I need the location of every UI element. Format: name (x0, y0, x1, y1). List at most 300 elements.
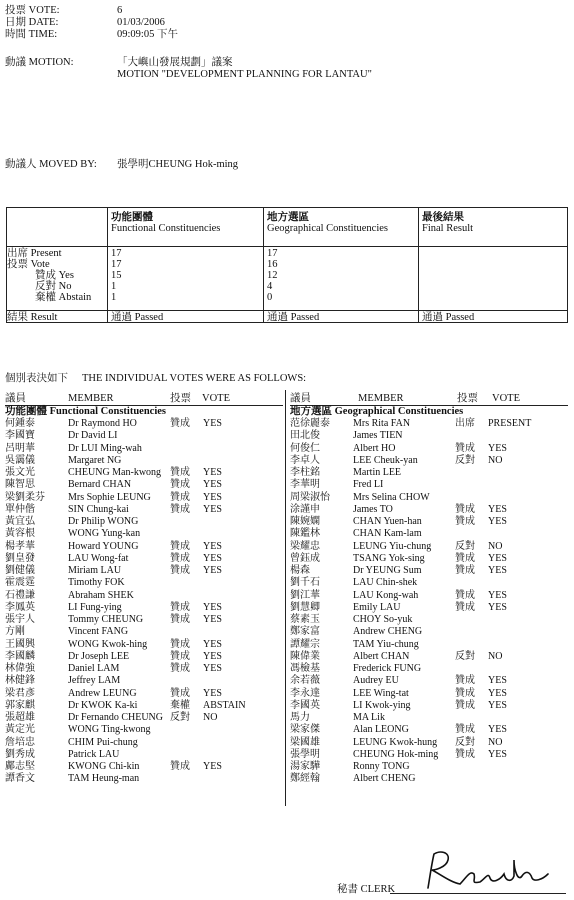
member-name-en: Andrew CHENG (353, 626, 423, 638)
member-name-zh: 譚耀宗 (290, 638, 320, 650)
gc-vote: 16 (267, 259, 278, 270)
vote-zh: 贊成 (170, 540, 190, 552)
gc-yes: 12 (267, 270, 278, 281)
member-name-zh: 曾鈺成 (290, 552, 320, 564)
vote-zh: 贊成 (170, 479, 190, 491)
vote-zh: 反對 (455, 454, 475, 466)
member-name-zh: 劉江華 (290, 589, 320, 601)
member-name-en: Abraham SHEK (68, 589, 134, 601)
member-row (290, 443, 570, 455)
member-name-en: Albert CHAN (353, 650, 410, 662)
member-name-zh: 馬力 (290, 712, 310, 723)
member-name-zh: 梁君彥 (5, 687, 35, 699)
gc-present: 17 (267, 248, 278, 259)
member-row (290, 430, 570, 442)
member-name-zh: 黃定光 (5, 724, 35, 736)
fc-col-vote-en: VOTE (202, 393, 230, 404)
member-name-zh: 黃容根 (5, 528, 35, 540)
vote-zh: 贊成 (170, 614, 190, 625)
vote-zh: 贊成 (455, 552, 475, 564)
member-name-zh: 李卓人 (290, 454, 320, 466)
member-name-en: Patrick LAU (68, 748, 120, 760)
vote-zh: 贊成 (455, 442, 475, 454)
vote-number: 6 (117, 5, 123, 16)
row-label-result: 結果 Result (7, 312, 58, 323)
individual-intro-en: THE INDIVIDUAL VOTES WERE AS FOLLOWS: (82, 373, 307, 384)
vote-zh: 贊成 (455, 699, 475, 711)
vote-zh: 贊成 (170, 467, 190, 478)
member-row (290, 577, 570, 589)
member-name-en: Fred LI (353, 479, 384, 491)
member-name-zh: 林健鋒 (5, 675, 35, 687)
member-name-zh: 楊森 (290, 565, 310, 576)
vote-en: YES (203, 540, 222, 552)
gc-result: 通過 Passed (267, 312, 320, 323)
member-name-en: Tommy CHEUNG (68, 614, 144, 625)
member-name-zh: 譚香文 (5, 773, 35, 785)
fc-col-member-en: MEMBER (68, 393, 114, 404)
summary-table (6, 207, 568, 323)
member-name-zh: 李永達 (290, 687, 320, 699)
vote-en: YES (203, 638, 222, 650)
member-row (5, 430, 285, 442)
member-name-zh: 李國麟 (5, 650, 35, 662)
member-name-en: Dr Fernando CHEUNG (68, 712, 163, 723)
member-name-zh: 方剛 (5, 626, 25, 638)
time-value: 09:09:05 下午 (117, 29, 178, 40)
gc-col-vote-en: VOTE (492, 393, 520, 404)
member-name-en: LAU Chin-shek (353, 577, 418, 589)
member-name-zh: 梁劉柔芬 (5, 491, 45, 503)
vote-en: ABSTAIN (203, 699, 246, 711)
vote-en: NO (488, 540, 503, 552)
member-row (5, 688, 285, 700)
member-name-zh: 單仲偕 (5, 503, 35, 515)
member-row (5, 479, 285, 491)
member-row (5, 528, 285, 540)
member-row (5, 749, 285, 761)
member-name-en: CHAN Yuen-han (353, 516, 422, 527)
clerk-signature-icon (410, 848, 560, 894)
motion-label: 動議 MOTION: (5, 57, 74, 68)
member-row (290, 737, 570, 749)
member-row (290, 749, 570, 761)
fc-present: 17 (111, 248, 122, 259)
member-name-en: Emily LAU (353, 601, 401, 613)
member-name-en: Mrs Rita FAN (353, 418, 411, 429)
fc-heading-zh: 功能團體 (111, 212, 153, 223)
vote-en: YES (203, 479, 222, 491)
member-name-zh: 劉秀成 (5, 748, 35, 760)
vote-zh: 贊成 (170, 761, 190, 772)
member-name-en: LI Kwok-ying (353, 699, 411, 711)
member-name-zh: 李國英 (290, 699, 320, 711)
member-name-en: James TIEN (353, 430, 403, 442)
member-name-en: WONG Kwok-hing (68, 638, 148, 650)
vote-zh: 反對 (170, 712, 190, 723)
member-name-en: Dr KWOK Ka-ki (68, 699, 138, 711)
member-name-en: LAU Wong-fat (68, 552, 129, 564)
vote-en: YES (203, 601, 222, 613)
vote-en: YES (203, 614, 222, 625)
vote-zh: 贊成 (170, 503, 190, 515)
gc-col-member-zh: 議員 (290, 393, 311, 404)
member-name-en: Bernard CHAN (68, 479, 132, 491)
member-row (290, 614, 570, 626)
member-row (290, 455, 570, 467)
individual-intro-zh: 個別表決如下 (5, 373, 68, 384)
member-row (5, 626, 285, 638)
member-name-zh: 鄭家富 (290, 626, 320, 638)
member-row (290, 467, 570, 479)
member-name-en: Andrew LEUNG (68, 687, 137, 699)
member-name-zh: 張超雄 (5, 712, 35, 723)
member-name-en: TAM Yiu-chung (353, 638, 419, 650)
row-label-yes: 贊成 Yes (35, 270, 74, 281)
vote-en: YES (488, 675, 507, 687)
member-name-zh: 陳智思 (5, 479, 35, 491)
vote-en: YES (488, 589, 507, 601)
member-row (5, 541, 285, 553)
member-name-zh: 梁耀忠 (290, 540, 320, 552)
vote-en: YES (488, 687, 507, 699)
member-name-zh: 霍震霆 (5, 577, 35, 589)
member-name-en: LEE Cheuk-yan (353, 454, 418, 466)
vote-en: YES (488, 565, 507, 576)
member-row (290, 590, 570, 602)
member-name-en: Howard YOUNG (68, 540, 139, 552)
member-name-en: Ronny TONG (353, 761, 410, 772)
member-row (290, 724, 570, 736)
member-row (5, 724, 285, 736)
vote-en: YES (488, 699, 507, 711)
member-row (5, 443, 285, 455)
summary-col-divider (107, 208, 108, 322)
row-label-vote: 投票 Vote (7, 259, 50, 270)
fc-result: 通過 Passed (111, 312, 164, 323)
motion-title-en: MOTION "DEVELOPMENT PLANNING FOR LANTAU" (117, 69, 372, 80)
row-label-abstain: 棄權 Abstain (35, 292, 92, 303)
member-row (290, 761, 570, 773)
member-row (5, 492, 285, 504)
date-value: 01/03/2006 (117, 17, 165, 28)
vote-en: YES (203, 491, 222, 503)
gc-heading-en: Geographical Constituencies (267, 223, 389, 234)
member-name-zh: 范徐麗泰 (290, 418, 330, 429)
vote-en: YES (203, 418, 222, 429)
vote-en: YES (488, 503, 507, 515)
vote-zh: 贊成 (170, 418, 190, 429)
member-name-zh: 王國興 (5, 638, 35, 650)
vote-zh: 贊成 (455, 589, 475, 601)
member-name-en: Albert CHENG (353, 773, 416, 785)
member-row (290, 565, 570, 577)
vote-en: YES (203, 761, 222, 772)
final-result: 通過 Passed (422, 312, 475, 323)
member-name-zh: 陳鑑林 (290, 528, 320, 540)
member-row (5, 700, 285, 712)
summary-col-divider (263, 208, 264, 322)
member-name-en: LEUNG Kwok-hung (353, 736, 438, 748)
member-name-en: WONG Ting-kwong (68, 724, 151, 736)
member-name-en: MA Lik (353, 712, 385, 723)
member-row (5, 467, 285, 479)
vote-label: 投票 VOTE: (5, 5, 60, 16)
member-name-zh: 湯家驊 (290, 761, 320, 772)
member-name-en: Martin LEE (353, 467, 402, 478)
member-name-zh: 張學明 (290, 748, 320, 760)
member-name-zh: 楊孝華 (5, 540, 35, 552)
member-name-en: Margaret NG (68, 454, 122, 466)
member-name-zh: 蔡素玉 (290, 614, 320, 625)
summary-col-divider (418, 208, 419, 322)
member-row (5, 602, 285, 614)
member-row (5, 455, 285, 467)
member-name-zh: 石禮謙 (5, 589, 35, 601)
member-name-zh: 劉皇發 (5, 552, 35, 564)
member-name-en: LEUNG Yiu-chung (353, 540, 432, 552)
vote-zh: 贊成 (170, 491, 190, 503)
member-name-zh: 周梁淑怡 (290, 491, 330, 503)
member-name-zh: 鄭經翰 (290, 773, 320, 785)
member-name-en: Albert HO (353, 442, 396, 454)
vote-zh: 贊成 (455, 516, 475, 527)
vote-en: YES (203, 687, 222, 699)
member-name-zh: 劉慧卿 (290, 601, 320, 613)
member-name-en: James TO (353, 503, 393, 515)
final-heading-zh: 最後結果 (422, 212, 464, 223)
summary-result-rule (7, 310, 567, 311)
mover-label: 動議人 MOVED BY: (5, 159, 97, 170)
member-name-en: Dr David LI (68, 430, 118, 442)
member-name-zh: 黃宜弘 (5, 516, 35, 527)
member-name-zh: 何俊仁 (290, 442, 320, 454)
member-row (5, 590, 285, 602)
member-name-en: TSANG Yok-sing (353, 552, 425, 564)
vote-en: YES (203, 503, 222, 515)
gc-col-member-en: MEMBER (358, 393, 404, 404)
member-row (290, 541, 570, 553)
fc-no: 1 (111, 281, 117, 292)
member-row (290, 492, 570, 504)
column-divider (285, 390, 286, 806)
member-name-zh: 陳婉嫻 (290, 516, 320, 527)
vote-en: NO (488, 736, 503, 748)
vote-zh: 反對 (455, 540, 475, 552)
vote-en: NO (488, 650, 503, 662)
vote-zh: 出席 (455, 418, 475, 429)
member-name-zh: 李柱銘 (290, 467, 320, 478)
vote-zh: 反對 (455, 650, 475, 662)
fc-col-member-zh: 議員 (5, 393, 26, 404)
member-row (290, 651, 570, 663)
member-row (5, 418, 285, 430)
vote-en: YES (203, 467, 222, 478)
clerk-label: 秘書 CLERK (337, 884, 396, 895)
member-row (290, 663, 570, 675)
member-name-en: SIN Chung-kai (68, 503, 129, 515)
fc-section-title: 功能團體 Functional Constituencies (5, 406, 167, 417)
member-row (290, 602, 570, 614)
member-name-en: KWONG Chi-kin (68, 761, 140, 772)
member-row (290, 700, 570, 712)
summary-header-rule (7, 246, 567, 247)
vote-zh: 贊成 (455, 687, 475, 699)
member-name-en: TAM Heung-man (68, 773, 140, 785)
fc-vote: 17 (111, 259, 122, 270)
member-row (290, 626, 570, 638)
member-name-zh: 梁國雄 (290, 736, 320, 748)
member-name-en: CHOY So-yuk (353, 614, 413, 625)
member-name-en: CHEUNG Man-kwong (68, 467, 162, 478)
vote-zh: 贊成 (170, 663, 190, 674)
member-name-en: Dr YEUNG Sum (353, 565, 422, 576)
member-name-zh: 涂謹申 (290, 503, 320, 515)
vote-zh: 贊成 (455, 565, 475, 576)
row-label-no: 反對 No (35, 281, 72, 292)
member-row (290, 712, 570, 724)
member-row (5, 565, 285, 577)
member-name-en: LAU Kong-wah (353, 589, 419, 601)
vote-zh: 贊成 (170, 601, 190, 613)
vote-en: YES (488, 748, 507, 760)
member-name-en: Jeffrey LAM (68, 675, 121, 687)
member-name-zh: 何鍾泰 (5, 418, 35, 429)
vote-zh: 贊成 (455, 724, 475, 736)
member-row (290, 528, 570, 540)
vote-zh: 反對 (455, 736, 475, 748)
date-label: 日期 DATE: (5, 17, 59, 28)
member-name-en: LI Fung-ying (68, 601, 122, 613)
member-name-en: WONG Yung-kan (68, 528, 141, 540)
vote-zh: 贊成 (170, 687, 190, 699)
member-name-en: Dr Philip WONG (68, 516, 139, 527)
member-name-en: Mrs Sophie LEUNG (68, 491, 151, 503)
vote-en: YES (488, 516, 507, 527)
member-name-en: Daniel LAM (68, 663, 120, 674)
fc-yes: 15 (111, 270, 122, 281)
member-name-en: CHEUNG Hok-ming (353, 748, 439, 760)
member-row (290, 773, 570, 785)
member-name-zh: 李華明 (290, 479, 320, 491)
member-name-zh: 郭家麒 (5, 699, 35, 711)
member-name-en: Miriam LAU (68, 565, 122, 576)
vote-zh: 贊成 (170, 650, 190, 662)
member-name-zh: 詹培忠 (5, 736, 35, 748)
vote-en: YES (203, 565, 222, 576)
member-row (290, 675, 570, 687)
member-name-en: CHAN Kam-lam (353, 528, 422, 540)
member-name-en: Dr LUI Ming-wah (68, 442, 142, 454)
member-name-en: Alan LEONG (353, 724, 409, 736)
vote-zh: 贊成 (455, 503, 475, 515)
member-name-zh: 梁家傑 (290, 724, 320, 736)
member-name-zh: 鄺志堅 (5, 761, 35, 772)
member-name-en: CHIM Pui-chung (68, 736, 138, 748)
mover-name: 張學明CHEUNG Hok-ming (117, 159, 239, 170)
member-name-en: Vincent FANG (68, 626, 129, 638)
member-name-en: Frederick FUNG (353, 663, 422, 674)
vote-zh: 贊成 (170, 552, 190, 564)
member-row (290, 553, 570, 565)
member-name-zh: 劉千石 (290, 577, 320, 589)
member-row (290, 418, 570, 430)
fc-heading-en: Functional Constituencies (111, 223, 221, 234)
member-name-zh: 余若薇 (290, 675, 320, 687)
member-name-zh: 陳偉業 (290, 650, 320, 662)
member-row (5, 773, 285, 785)
member-name-zh: 張宇人 (5, 614, 35, 625)
motion-title-zh: 「大嶼山發展規劃」議案 (117, 57, 233, 68)
member-row (5, 553, 285, 565)
vote-en: YES (203, 650, 222, 662)
vote-en: NO (488, 454, 503, 466)
member-row (290, 504, 570, 516)
member-row (5, 614, 285, 626)
member-name-zh: 李鳳英 (5, 601, 35, 613)
member-name-en: Dr Joseph LEE (68, 650, 130, 662)
gc-abstain: 0 (267, 292, 273, 303)
gc-col-vote-zh: 投票 (457, 393, 478, 404)
member-name-en: Mrs Selina CHOW (353, 491, 430, 503)
member-row (5, 712, 285, 724)
member-name-zh: 劉健儀 (5, 565, 35, 576)
member-row (290, 688, 570, 700)
vote-zh: 贊成 (455, 601, 475, 613)
vote-en: YES (488, 724, 507, 736)
member-row (5, 737, 285, 749)
member-row (5, 639, 285, 651)
member-name-zh: 張文光 (5, 467, 35, 478)
fc-abstain: 1 (111, 292, 117, 303)
member-name-zh: 田北俊 (290, 430, 320, 442)
member-row (5, 516, 285, 528)
member-row (5, 761, 285, 773)
vote-en: NO (203, 712, 218, 723)
member-row (290, 516, 570, 528)
member-name-en: Audrey EU (353, 675, 399, 687)
member-name-zh: 林偉強 (5, 663, 35, 674)
gc-no: 4 (267, 281, 273, 292)
time-label: 時間 TIME: (5, 29, 58, 40)
vote-en: YES (203, 552, 222, 564)
vote-en: PRESENT (488, 418, 532, 429)
vote-en: YES (203, 663, 222, 674)
member-name-en: LEE Wing-tat (353, 687, 409, 699)
vote-zh: 贊成 (455, 748, 475, 760)
member-name-zh: 李國寶 (5, 430, 35, 442)
member-name-en: Dr Raymond HO (68, 418, 137, 429)
vote-en: YES (488, 601, 507, 613)
fc-col-vote-zh: 投票 (170, 393, 191, 404)
vote-en: YES (488, 442, 507, 454)
member-row (290, 479, 570, 491)
vote-en: YES (488, 552, 507, 564)
member-name-en: Timothy FOK (68, 577, 125, 589)
vote-zh: 贊成 (455, 675, 475, 687)
member-name-zh: 吳靄儀 (5, 454, 35, 466)
member-name-zh: 呂明華 (5, 442, 35, 454)
member-row (5, 675, 285, 687)
member-row (290, 639, 570, 651)
gc-heading-zh: 地方選區 (267, 212, 309, 223)
vote-zh: 贊成 (170, 565, 190, 576)
vote-zh: 棄權 (170, 699, 190, 711)
member-name-zh: 馮檢基 (290, 663, 320, 674)
final-heading-en: Final Result (422, 223, 474, 234)
member-row (5, 651, 285, 663)
row-label-present: 出席 Present (7, 248, 62, 259)
